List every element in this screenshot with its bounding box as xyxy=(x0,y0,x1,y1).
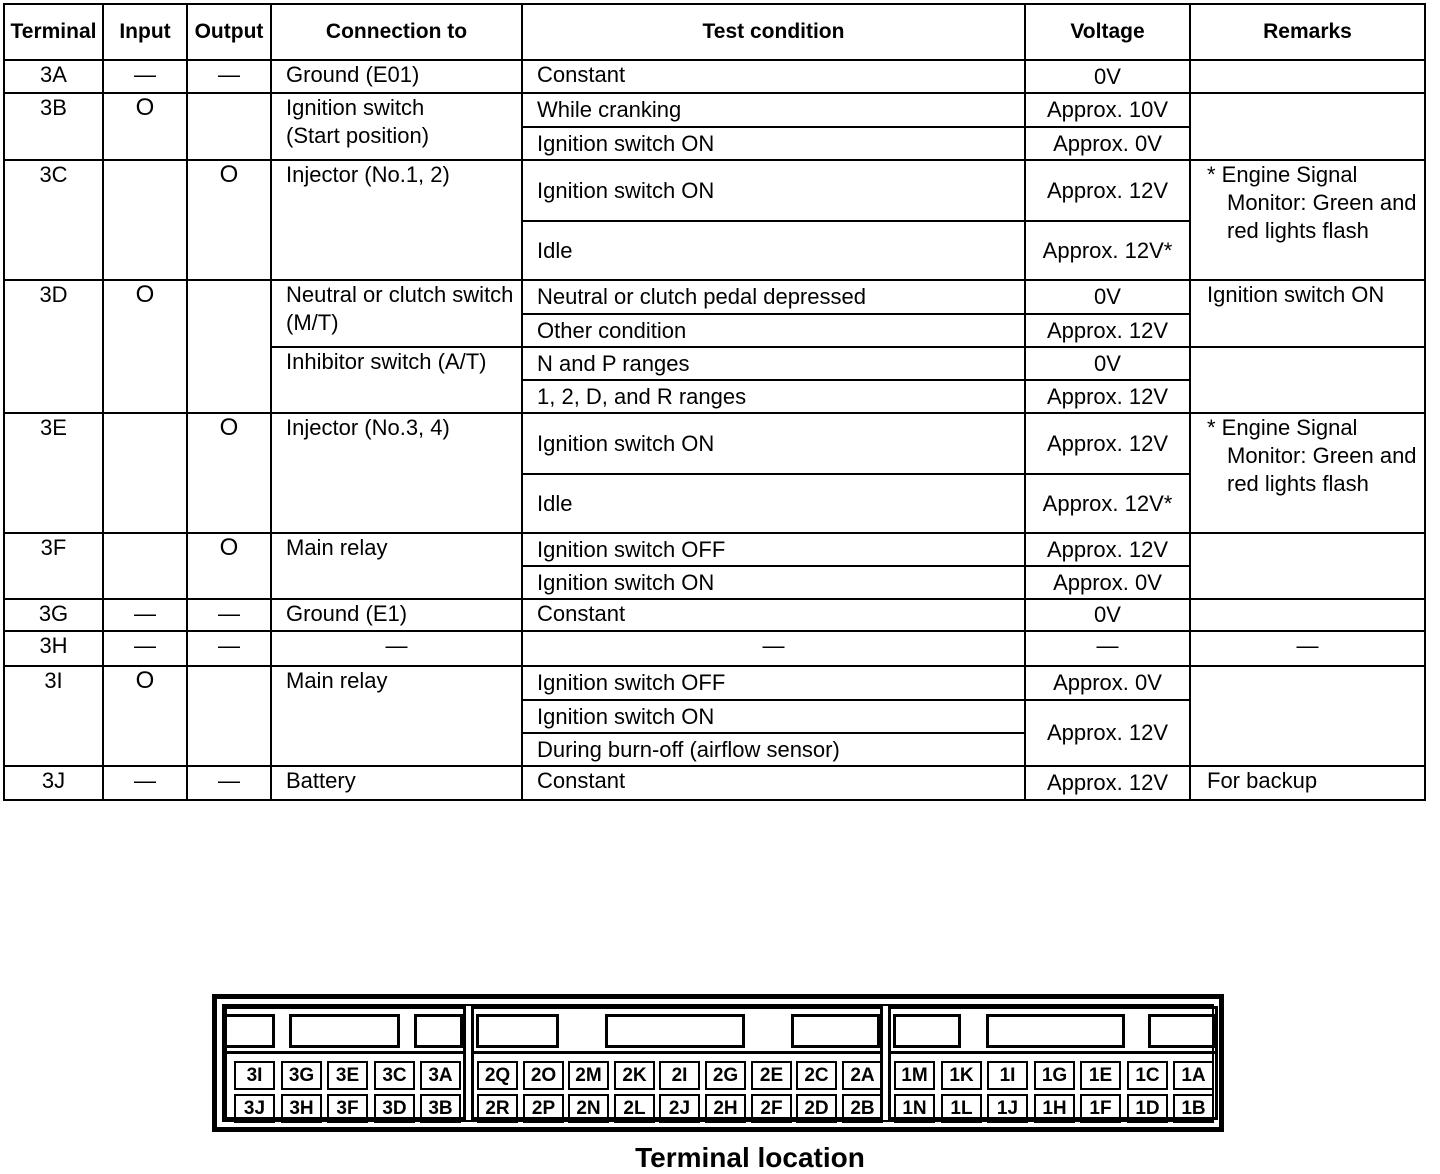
connector-pin: 2E xyxy=(751,1061,792,1090)
header-remarks: Remarks xyxy=(1190,4,1425,60)
remarks-cell xyxy=(1190,599,1425,631)
condition-cell: Ignition switch ON xyxy=(522,566,1025,599)
connector-pin: 2G xyxy=(705,1061,746,1090)
output-cell: O xyxy=(187,533,271,599)
remarks-cell: — xyxy=(1190,631,1425,666)
connector-pin: 3F xyxy=(327,1094,368,1123)
voltage-cell: 0V xyxy=(1025,347,1190,380)
connector-pin: 3C xyxy=(374,1061,415,1090)
voltage-cell: Approx. 10V xyxy=(1025,93,1190,127)
terminal-cell: 3G xyxy=(4,599,103,631)
connection-cell: Ground (E01) xyxy=(271,60,522,93)
remarks-cell xyxy=(1190,413,1425,533)
connector-pin: 1H xyxy=(1034,1094,1075,1123)
table-row xyxy=(4,280,1425,314)
input-cell: O xyxy=(103,93,187,160)
connector-pin: 1I xyxy=(987,1061,1028,1090)
connector-pin: 3D xyxy=(374,1094,415,1123)
condition-cell: 1, 2, D, and R ranges xyxy=(522,380,1025,413)
connector-pin: 1C xyxy=(1127,1061,1168,1090)
table-row xyxy=(4,60,1425,93)
connector-pin: 2H xyxy=(705,1094,746,1123)
connector-separator xyxy=(891,1051,1215,1054)
connector-pin: 3I xyxy=(234,1061,275,1090)
voltage-cell: Approx. 12V xyxy=(1025,700,1190,766)
connector-pin: 1M xyxy=(894,1061,935,1090)
condition-cell: N and P ranges xyxy=(522,347,1025,380)
connector-separator xyxy=(227,1051,463,1054)
connection-cell: Inhibitor switch (A/T) xyxy=(271,347,522,413)
connector-pin: 2N xyxy=(568,1094,609,1123)
connector-key xyxy=(893,1014,961,1048)
voltage-cell: Approx. 12V xyxy=(1025,766,1190,800)
terminal-cell: 3C xyxy=(4,160,103,280)
input-cell xyxy=(103,160,187,280)
terminal-location-caption: Terminal location xyxy=(635,1142,865,1173)
connection-line: (Start position) xyxy=(286,123,430,148)
condition-cell: Constant xyxy=(522,766,1025,800)
output-cell: — xyxy=(187,766,271,800)
connector-pin: 3H xyxy=(281,1094,322,1123)
remarks-cell xyxy=(1190,347,1425,413)
remarks-cell xyxy=(1190,60,1425,93)
input-cell: — xyxy=(103,599,187,631)
connector-diagram xyxy=(212,994,1224,1132)
connection-cell: Main relay xyxy=(271,533,522,599)
connector-pin: 3A xyxy=(420,1061,461,1090)
connector-key xyxy=(605,1014,745,1048)
connection-cell: Neutral or clutch switch (M/T) xyxy=(271,280,522,347)
output-cell xyxy=(187,280,271,413)
input-cell: O xyxy=(103,280,187,413)
header-connection: Connection to xyxy=(271,4,522,60)
connector-pin: 2M xyxy=(568,1061,609,1090)
condition-cell: Constant xyxy=(522,599,1025,631)
connector-pin: 2B xyxy=(842,1094,883,1123)
remarks-cell xyxy=(1190,533,1425,599)
condition-cell: Ignition switch ON xyxy=(522,413,1025,474)
output-cell: O xyxy=(187,160,271,280)
connector-pin: 2J xyxy=(659,1094,700,1123)
remark-text: * Engine Signal Monitor: Green and red lights flash xyxy=(1207,415,1417,496)
terminal-cell: 3I xyxy=(4,666,103,766)
connector-pin: 3B xyxy=(420,1094,461,1123)
table-row xyxy=(4,533,1425,566)
connector-pin: 2I xyxy=(659,1061,700,1090)
header-output: Output xyxy=(187,4,271,60)
terminal-cell: 3B xyxy=(4,93,103,160)
condition-cell: While cranking xyxy=(522,93,1025,127)
connector-pin: 1E xyxy=(1080,1061,1121,1090)
table-row xyxy=(4,666,1425,700)
voltage-cell: Approx. 12V xyxy=(1025,314,1190,347)
header-input: Input xyxy=(103,4,187,60)
condition-cell: Other condition xyxy=(522,314,1025,347)
condition-cell: Ignition switch ON xyxy=(522,127,1025,160)
voltage-cell: Approx. 0V xyxy=(1025,127,1190,160)
connector-pin: 2Q xyxy=(477,1061,518,1090)
table-row xyxy=(4,160,1425,221)
connector-pin: 3E xyxy=(327,1061,368,1090)
voltage-cell: 0V xyxy=(1025,599,1190,631)
connection-cell: Battery xyxy=(271,766,522,800)
connector-pin: 1F xyxy=(1080,1094,1121,1123)
remarks-cell: Ignition switch ON xyxy=(1190,280,1425,347)
voltage-cell: Approx. 0V xyxy=(1025,566,1190,599)
connector-pin: 2R xyxy=(477,1094,518,1123)
condition-cell: Ignition switch OFF xyxy=(522,533,1025,566)
output-cell: O xyxy=(187,413,271,533)
connector-block-2 xyxy=(471,1006,883,1120)
voltage-cell: Approx. 0V xyxy=(1025,666,1190,700)
header-voltage: Voltage xyxy=(1025,4,1190,60)
output-cell: — xyxy=(187,631,271,666)
table-row xyxy=(4,413,1425,474)
connection-cell: — xyxy=(271,631,522,666)
connector-key xyxy=(1148,1014,1215,1048)
remark-text: * Engine Signal Monitor: Green and red lights flash xyxy=(1207,162,1417,243)
output-cell: — xyxy=(187,599,271,631)
connection-cell: Injector (No.1, 2) xyxy=(271,160,522,280)
output-cell: — xyxy=(187,60,271,93)
voltage-cell: — xyxy=(1025,631,1190,666)
condition-cell: Idle xyxy=(522,221,1025,280)
connector-pin: 2C xyxy=(796,1061,837,1090)
remarks-cell xyxy=(1190,160,1425,280)
voltage-cell: Approx. 12V xyxy=(1025,413,1190,474)
terminal-cell: 3A xyxy=(4,60,103,93)
output-cell xyxy=(187,93,271,160)
connector-key xyxy=(414,1014,463,1048)
terminal-cell: 3E xyxy=(4,413,103,533)
terminal-cell: 3D xyxy=(4,280,103,413)
condition-cell: Neutral or clutch pedal depressed xyxy=(522,280,1025,314)
voltage-cell: Approx. 12V* xyxy=(1025,221,1190,280)
connector-pin: 2K xyxy=(614,1061,655,1090)
connector-pin: 1D xyxy=(1127,1094,1168,1123)
connector-pin: 1G xyxy=(1034,1061,1075,1090)
terminal-cell: 3F xyxy=(4,533,103,599)
voltage-cell: Approx. 12V xyxy=(1025,380,1190,413)
remarks-cell xyxy=(1190,666,1425,766)
condition-cell: Constant xyxy=(522,60,1025,93)
output-cell xyxy=(187,666,271,766)
terminal-cell: 3J xyxy=(4,766,103,800)
voltage-cell: Approx. 12V xyxy=(1025,533,1190,566)
header-row xyxy=(4,4,1425,60)
connector-inner-frame xyxy=(222,1004,1214,1122)
condition-cell: Ignition switch OFF xyxy=(522,666,1025,700)
connector-pin: 2D xyxy=(796,1094,837,1123)
terminal-cell: 3H xyxy=(4,631,103,666)
connector-pin: 2O xyxy=(523,1061,564,1090)
connection-cell xyxy=(271,93,522,160)
connector-separator xyxy=(474,1051,880,1054)
connector-pin: 1L xyxy=(941,1094,982,1123)
condition-cell: During burn-off (airflow sensor) xyxy=(522,733,1025,766)
connector-key xyxy=(476,1014,559,1048)
connector-pin: 1A xyxy=(1173,1061,1214,1090)
connector-key xyxy=(227,1014,275,1048)
header-terminal: Terminal xyxy=(4,4,103,60)
table-row xyxy=(4,631,1425,666)
remarks-cell xyxy=(1190,93,1425,160)
table-row xyxy=(4,93,1425,127)
input-cell: O xyxy=(103,666,187,766)
terminal-spec-table xyxy=(3,3,1426,801)
connector-block-3 xyxy=(224,1006,466,1120)
input-cell xyxy=(103,533,187,599)
remarks-cell: For backup xyxy=(1190,766,1425,800)
connector-pin: 2A xyxy=(842,1061,883,1090)
connection-cell: Injector (No.3, 4) xyxy=(271,413,522,533)
connector-pin: 1K xyxy=(941,1061,982,1090)
table-row xyxy=(4,599,1425,631)
input-cell: — xyxy=(103,631,187,666)
connector-key xyxy=(289,1014,400,1048)
input-cell xyxy=(103,413,187,533)
input-cell: — xyxy=(103,766,187,800)
connector-pin: 3G xyxy=(281,1061,322,1090)
voltage-cell: Approx. 12V xyxy=(1025,160,1190,221)
connector-key xyxy=(791,1014,880,1048)
condition-cell: Ignition switch ON xyxy=(522,160,1025,221)
connector-pin: 2F xyxy=(751,1094,792,1123)
connector-pin: 1J xyxy=(987,1094,1028,1123)
voltage-cell: 0V xyxy=(1025,280,1190,314)
input-cell: — xyxy=(103,60,187,93)
connector-pin: 2P xyxy=(523,1094,564,1123)
connector-block-1 xyxy=(888,1006,1218,1120)
condition-cell: Idle xyxy=(522,474,1025,533)
voltage-cell: 0V xyxy=(1025,60,1190,93)
condition-cell: Ignition switch ON xyxy=(522,700,1025,733)
header-test-condition: Test condition xyxy=(522,4,1025,60)
connection-cell: Ground (E1) xyxy=(271,599,522,631)
connector-pin: 3J xyxy=(234,1094,275,1123)
connector-pin: 1N xyxy=(894,1094,935,1123)
condition-cell: — xyxy=(522,631,1025,666)
connector-pin: 2L xyxy=(614,1094,655,1123)
voltage-cell: Approx. 12V* xyxy=(1025,474,1190,533)
connection-line: Ignition switch xyxy=(286,95,425,120)
connector-key xyxy=(986,1014,1125,1048)
connector-pin: 1B xyxy=(1173,1094,1214,1123)
table-row xyxy=(4,766,1425,800)
connection-cell: Main relay xyxy=(271,666,522,766)
